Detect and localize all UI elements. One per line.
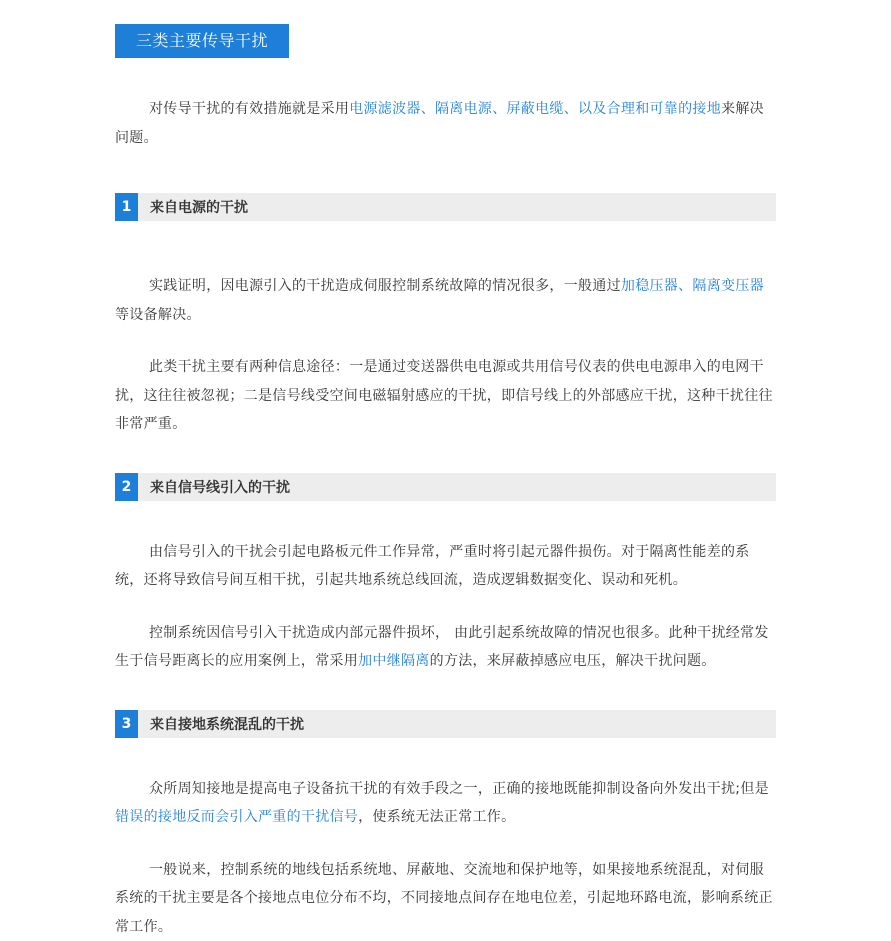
highlight-text: 电源滤波器、隔离电源、屏蔽电缆、以及合理和可靠的接地 <box>349 101 721 117</box>
highlight-text: 加中继隔离 <box>358 653 430 669</box>
section-number: 3 <box>115 710 138 738</box>
section-heading: 来自电源的干扰 <box>150 197 248 217</box>
article-title: 三类主要传导干扰 <box>115 24 289 58</box>
section-number: 2 <box>115 473 138 501</box>
section-heading: 来自接地系统混乱的干扰 <box>150 714 304 734</box>
section-2-paragraph-1: 由信号引入的干扰会引起电路板元件工作异常，严重时将引起元器件损伤。对于隔离性能差的系统，还将导致信号间互相干扰，引起共地系统总线回流，造成逻辑数据变化、误动和死机。 <box>115 538 776 595</box>
section-3-paragraph-1: 众所周知接地是提高电子设备抗干扰的有效手段之一，正确的接地既能抑制设备向外发出干扰;但是错误的接地反而会引入严重的干扰信号，使系统无法正常工作。 <box>115 775 776 832</box>
section-heading: 来自信号线引入的干扰 <box>150 477 290 497</box>
section-header-2 <box>115 473 776 501</box>
section-1-paragraph-1: 实践证明，因电源引入的干扰造成伺服控制系统故障的情况很多，一般通过加稳压器、隔离变压器等设备解决。 <box>115 272 776 329</box>
section-header-3 <box>115 710 776 738</box>
section-3-paragraph-2: 一般说来，控制系统的地线包括系统地、屏蔽地、交流地和保护地等，如果接地系统混乱，对伺服系统的干扰主要是各个接地点电位分布不均，不同接地点间存在地电位差，引起地环路电流，影响系统正常工作。 <box>115 856 776 941</box>
section-header-1 <box>115 193 776 221</box>
section-1-paragraph-2: 此类干扰主要有两种信息途径：一是通过变送器供电电源或共用信号仪表的供电电源串入的电网干扰，这往往被忽视；二是信号线受空间电磁辐射感应的干扰，即信号线上的外部感应干扰，这种干扰往往非常严重。 <box>115 353 776 439</box>
article <box>115 24 776 941</box>
highlight-text: 错误的接地反而会引入严重的干扰信号 <box>115 809 358 825</box>
section-number: 1 <box>115 193 138 221</box>
highlight-text: 加稳压器、隔离变压器 <box>621 278 764 294</box>
section-2-paragraph-2: 控制系统因信号引入干扰造成内部元器件损坏， 由此引起系统故障的情况也很多。此种干扰经常发生于信号距离长的应用案例上，常采用加中继隔离的方法，来屏蔽掉感应电压，解决干扰问题。 <box>115 619 776 676</box>
intro-paragraph: 对传导干扰的有效措施就是采用电源滤波器、隔离电源、屏蔽电缆、以及合理和可靠的接地来解决问题。 <box>115 95 776 152</box>
